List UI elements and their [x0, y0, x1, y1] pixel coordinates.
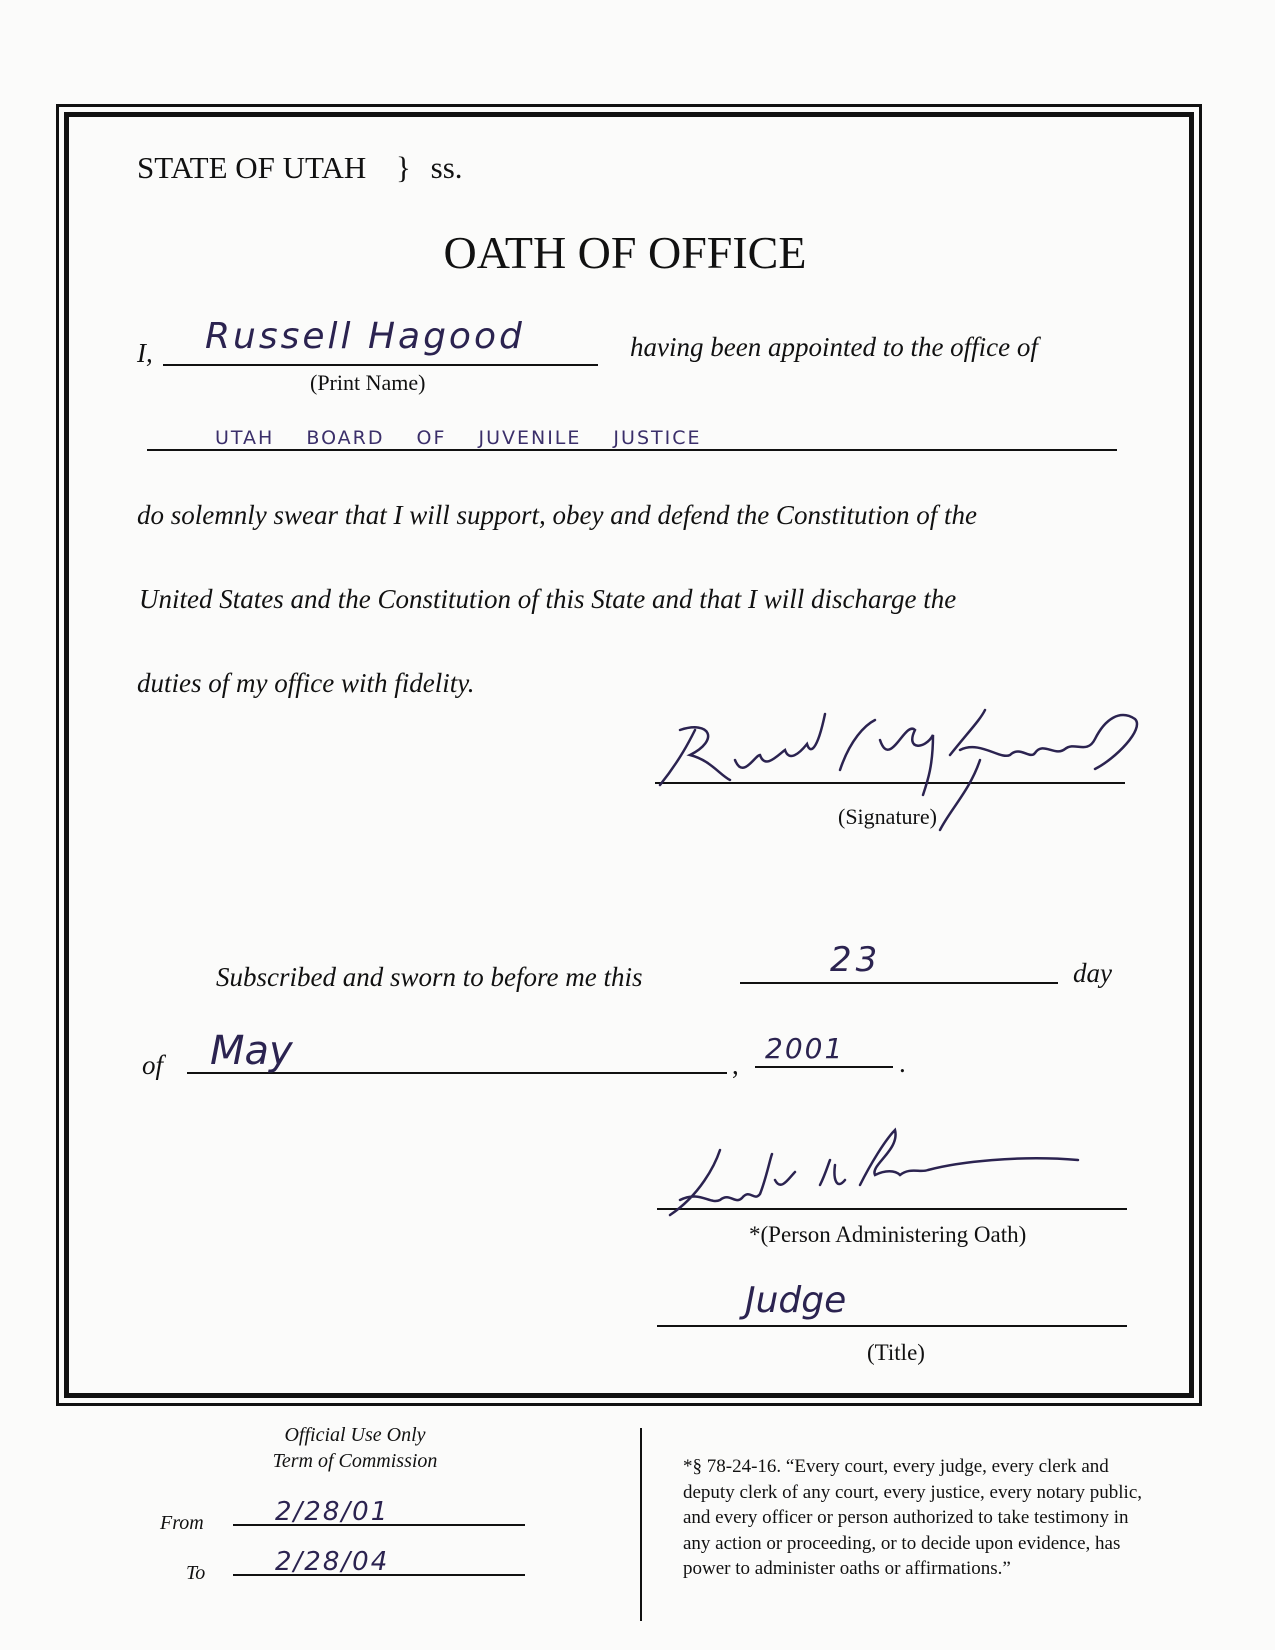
- from-value: 2/28/01: [275, 1497, 390, 1527]
- oath-line-3: duties of my office with fidelity.: [137, 668, 475, 698]
- of-label: of: [142, 1050, 164, 1080]
- day-label: day: [1073, 958, 1112, 988]
- day-value: 23: [830, 940, 882, 980]
- title-value: Judge: [745, 1280, 847, 1321]
- official-heading-2: Term of Commission: [272, 1450, 438, 1472]
- oath-line-1: do solemnly swear that I will support, obey and defend the Constitution of the: [137, 500, 977, 530]
- title-label: (Title): [867, 1340, 925, 1365]
- oath-prefix: I,: [137, 338, 153, 368]
- signature-label: (Signature): [838, 804, 937, 829]
- statute-line-2: deputy clerk of any court, every justice, every notary public,: [683, 1481, 1142, 1503]
- print-name-label: (Print Name): [310, 370, 426, 395]
- print-name-line: [163, 364, 598, 366]
- footer-divider: [640, 1428, 642, 1621]
- page-title: OATH OF OFFICE: [443, 227, 807, 278]
- state-heading: [137, 150, 463, 186]
- office-value: UTAH BOARD OF JUVENILE JUSTICE: [215, 427, 702, 449]
- year-value: 2001: [765, 1032, 845, 1065]
- statute-line-4: any action or proceeding, or to decide upon evidence, has: [683, 1532, 1121, 1554]
- comma: ,: [732, 1050, 739, 1080]
- period: .: [899, 1048, 906, 1078]
- to-label: To: [186, 1562, 206, 1584]
- ss-label: ss.: [430, 150, 463, 185]
- statute-line-5: power to administer oaths or affirmations.”: [683, 1558, 1011, 1579]
- office-line: [147, 449, 1117, 451]
- brace: }: [396, 150, 411, 185]
- month-value: May: [210, 1028, 293, 1074]
- administrator-label: *(Person Administering Oath): [749, 1222, 1027, 1247]
- title-line: [657, 1325, 1127, 1327]
- to-value: 2/28/04: [275, 1547, 390, 1577]
- statute-line-3: and every officer or person authorized to take testimony in: [683, 1507, 1129, 1528]
- official-heading-1: Official Use Only: [284, 1424, 426, 1446]
- year-line: [755, 1066, 893, 1068]
- state-name: STATE OF UTAH: [137, 150, 367, 185]
- oath-line-2: United States and the Constitution of this State and that I will discharge the: [139, 584, 957, 614]
- administrator-signature-image: [660, 1125, 1120, 1225]
- statute-text: [683, 1454, 1142, 1582]
- appointed-text: having been appointed to the office of: [630, 332, 1038, 362]
- statute-line-1: *§ 78-24-16. “Every court, every judge, every clerk and: [683, 1456, 1109, 1477]
- print-name-value: Russell Hagood: [205, 316, 525, 357]
- from-label: From: [160, 1512, 204, 1534]
- day-line: [740, 982, 1058, 984]
- sworn-text: Subscribed and sworn to before me this: [216, 962, 643, 992]
